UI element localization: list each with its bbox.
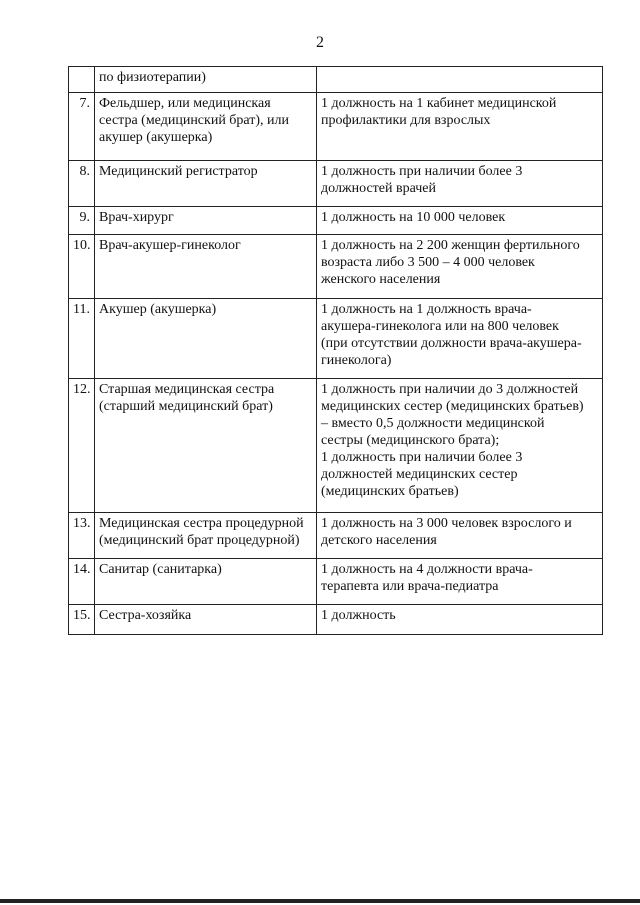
position-name: Сестра-хозяйка — [95, 605, 317, 635]
row-number: 7. — [69, 93, 95, 161]
position-name: Фельдшер, или медицинская сестра (медицинский брат), или акушер (акушерка) — [95, 93, 317, 161]
position-name: Санитар (санитарка) — [95, 559, 317, 605]
row-number: 13. — [69, 513, 95, 559]
table-row — [69, 605, 603, 635]
table-row — [69, 207, 603, 235]
row-number: 10. — [69, 235, 95, 299]
staffing-norm: 1 должность на 1 кабинет медицинской профилактики для взрослых — [317, 93, 603, 161]
position-name: Врач-акушер-гинеколог — [95, 235, 317, 299]
table-row — [69, 235, 603, 299]
staffing-norm: 1 должность на 2 200 женщин фертильного возраста либо 3 500 – 4 000 человек женского населения — [317, 235, 603, 299]
table-row — [69, 299, 603, 379]
table-row — [69, 513, 603, 559]
staffing-table — [68, 66, 603, 635]
row-number: 8. — [69, 161, 95, 207]
staffing-norm — [317, 67, 603, 93]
staffing-norm: 1 должность на 4 должности врача- терапевта или врача-педиатра — [317, 559, 603, 605]
table-row — [69, 67, 603, 93]
position-name: Медицинская сестра процедурной (медицинский брат процедурной) — [95, 513, 317, 559]
row-number: 11. — [69, 299, 95, 379]
bottom-scan-border — [0, 899, 640, 903]
position-name: Медицинский регистратор — [95, 161, 317, 207]
position-name: по физиотерапии) — [95, 67, 317, 93]
position-name: Акушер (акушерка) — [95, 299, 317, 379]
staffing-norm: 1 должность — [317, 605, 603, 635]
page-number: 2 — [316, 34, 324, 51]
staffing-norm: 1 должность на 1 должность врача- акушера-гинеколога или на 800 человек (при отсутствии должности врача-акушера- гинеколога) — [317, 299, 603, 379]
table-row — [69, 559, 603, 605]
staffing-norm: 1 должность на 10 000 человек — [317, 207, 603, 235]
row-number: 15. — [69, 605, 95, 635]
staffing-norm: 1 должность на 3 000 человек взрослого и детского населения — [317, 513, 603, 559]
table-row — [69, 161, 603, 207]
staffing-norm: 1 должность при наличии более 3 должностей врачей — [317, 161, 603, 207]
table-row — [69, 93, 603, 161]
row-number: 12. — [69, 379, 95, 513]
row-number: 14. — [69, 559, 95, 605]
position-name: Врач-хирург — [95, 207, 317, 235]
row-number: 9. — [69, 207, 95, 235]
table-row — [69, 379, 603, 513]
staffing-norm: 1 должность при наличии до 3 должностей медицинских сестер (медицинских братьев) – вместо 0,5 должности медицинской сестры (медицинского брата); 1 должность при наличии более 3 должностей медицинских сестер (медицинских братьев) — [317, 379, 603, 513]
row-number — [69, 67, 95, 93]
position-name: Старшая медицинская сестра (старший медицинский брат) — [95, 379, 317, 513]
